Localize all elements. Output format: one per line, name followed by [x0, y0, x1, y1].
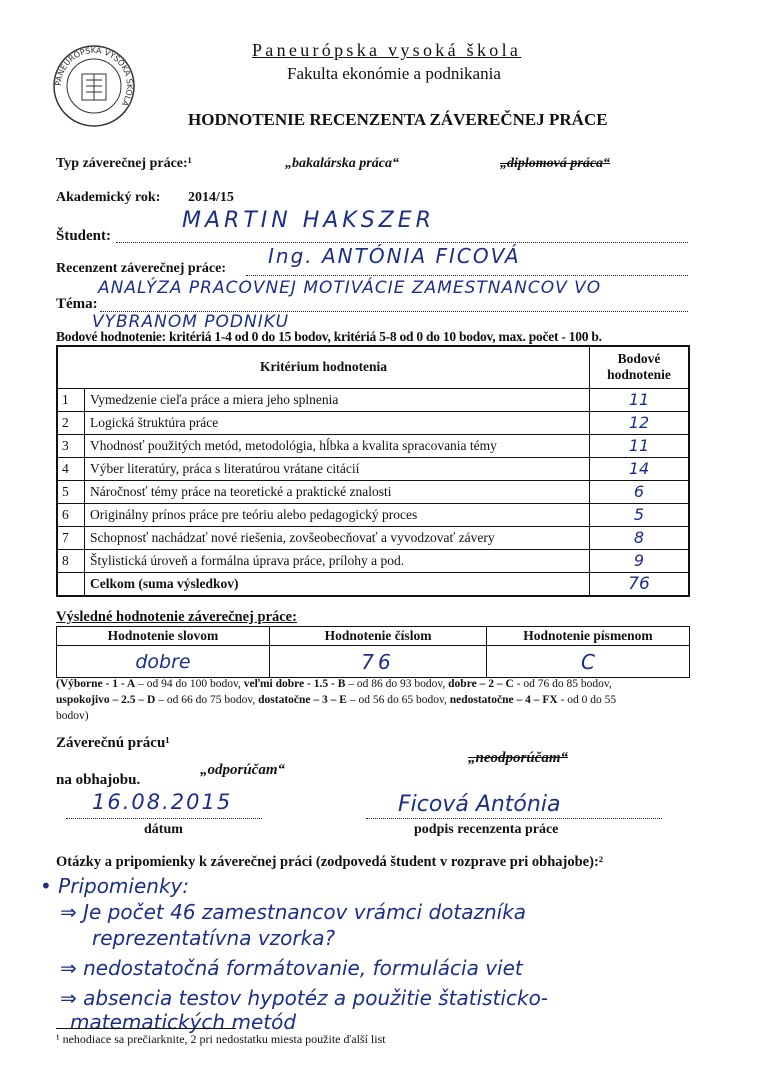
faculty-name: Fakulta ekonómie a podnikania	[287, 64, 501, 83]
criterion-points: 14	[628, 459, 650, 478]
stamp-text: PANEURÓPSKA VYSOKÁ ŠKOLA	[53, 45, 135, 108]
final-table	[56, 626, 690, 678]
reviewer-label: Recenzent záverečnej práce:	[56, 261, 226, 276]
criterion-points: 11	[628, 390, 650, 409]
criterion-points-cell	[590, 411, 690, 434]
criterion-number: 8	[57, 549, 85, 572]
criterion-row	[57, 549, 689, 572]
criterion-number: 5	[57, 480, 85, 503]
scale-fx: nedostatočne – 4 – FX	[449, 694, 558, 706]
university-stamp	[52, 44, 136, 133]
defense-label: na obhajobu.	[56, 772, 141, 788]
criterion-points-cell	[590, 480, 690, 503]
final-words-value: dobre	[135, 650, 191, 673]
student-value: MARTIN HAKSZER	[182, 208, 435, 233]
total-cell	[590, 572, 690, 596]
recommend-yes: „odporúčam“	[200, 762, 286, 778]
criterion-row	[57, 411, 689, 434]
criterion-label: Náročnosť témy práce na teoretické a praktické znalosti	[85, 480, 590, 503]
reviewer-line	[246, 275, 688, 276]
criterion-number: 1	[57, 388, 85, 411]
scale-e: dostatočne – 3 – E	[258, 694, 347, 706]
question-line-1: • Pripomienky:	[40, 874, 190, 898]
criterion-label: Vhodnosť použitých metód, metodológia, hĺbka a kvalita spracovania témy	[85, 434, 590, 457]
col-letter-header: Hodnotenie písmenom	[487, 627, 690, 646]
form-title: HODNOTENIE RECENZENTA ZÁVEREČNEJ PRÁCE	[188, 110, 608, 129]
scale-c-range: - od 76 do 85 bodov,	[513, 678, 612, 690]
questions-heading: Otázky a pripomienky k záverečnej práci (zodpovedá študent v rozprave pri obhajobe):²	[56, 854, 604, 870]
scale-c: dobre – 2 – C	[448, 678, 514, 690]
question-line-2: ⇒ Je počet 46 zamestnancov vrámci dotazníka	[60, 900, 527, 924]
final-letter-value: C	[581, 649, 595, 674]
scale-end: bodov)	[56, 710, 89, 722]
criterion-number: 2	[57, 411, 85, 434]
criterion-points: 5	[633, 505, 645, 524]
criterion-points-cell	[590, 457, 690, 480]
criterion-points: 8	[633, 528, 645, 547]
final-heading: Výsledné hodnotenie záverečnej práce:	[56, 609, 297, 625]
criterion-row	[57, 388, 689, 411]
col-points-header: Bodové hodnotenie	[590, 346, 690, 388]
student-line	[116, 242, 688, 243]
col-number-header: Hodnotenie číslom	[270, 627, 487, 646]
date-line	[66, 818, 262, 819]
criterion-row	[57, 503, 689, 526]
scale-e-range: – od 56 do 65 bodov,	[346, 694, 450, 706]
reviewer-value: Ing. ANTÓNIA FICOVÁ	[268, 244, 521, 268]
criterion-number: 4	[57, 457, 85, 480]
scale-a: (Výborne - 1 - A	[56, 678, 136, 690]
scale-b-range: – od 86 do 93 bodov,	[345, 678, 449, 690]
criterion-number: 6	[57, 503, 85, 526]
criterion-number: 7	[57, 526, 85, 549]
criterion-points: 9	[633, 551, 645, 570]
col-criterion-header: Kritérium hodnotenia	[57, 346, 590, 388]
criterion-points-cell	[590, 526, 690, 549]
signature-caption: podpis recenzenta práce	[414, 822, 559, 837]
scale-d: uspokojivo – 2.5 – D	[56, 694, 156, 706]
topic-value-2: VYBRANOM PODNIKU	[92, 312, 290, 332]
year-label: Akademický rok:	[56, 190, 161, 205]
recommend-no: „neodporúčam“	[468, 750, 569, 766]
criterion-row	[57, 434, 689, 457]
criterion-label: Vymedzenie cieľa práce a miera jeho splnenia	[85, 388, 590, 411]
date-value: 16.08.2015	[92, 790, 233, 814]
student-label: Študent:	[56, 228, 112, 244]
criterion-number: 3	[57, 434, 85, 457]
recommend-label: Záverečnú prácu¹	[56, 735, 170, 751]
criterion-label: Schopnosť nachádzať nové riešenia, zovšeobecňovať a vyvodzovať závery	[85, 526, 590, 549]
total-label: Celkom (suma výsledkov)	[85, 572, 590, 596]
criterion-label: Originálny prínos práce pre teóriu alebo pedagogický proces	[85, 503, 590, 526]
criteria-table	[56, 345, 690, 597]
scoring-note: Bodové hodnotenie: kritériá 1-4 od 0 do 15 bodov, kritériá 5-8 od 0 do 10 bodov, max. počet - 100 b.	[56, 329, 602, 344]
final-number-value: 76	[361, 649, 395, 674]
criterion-row	[57, 526, 689, 549]
col-words-header: Hodnotenie slovom	[57, 627, 270, 646]
criterion-label: Logická štruktúra práce	[85, 411, 590, 434]
topic-value-1: ANALÝZA PRACOVNEJ MOTIVÁCIE ZAMESTNANCOV VO	[98, 278, 602, 298]
type-bachelor: „bakalárska práca“	[285, 156, 399, 171]
total-value: 76	[628, 573, 650, 594]
type-label: Typ záverečnej práce:¹	[56, 156, 192, 171]
scale-b: veľmi dobre - 1.5 - B	[243, 678, 346, 690]
criterion-points-cell	[590, 549, 690, 572]
criterion-row	[57, 457, 689, 480]
question-line-5: ⇒ absencia testov hypotéz a použitie štatisticko-	[60, 986, 549, 1010]
scale-d-range: – od 66 do 75 bodov,	[155, 694, 259, 706]
university-name: Paneurópska vysoká škola	[252, 40, 522, 60]
topic-label: Téma:	[56, 296, 98, 312]
criterion-points-cell	[590, 503, 690, 526]
date-caption: dátum	[144, 822, 183, 837]
signature-line	[366, 818, 662, 819]
footnote: ¹ nehodiace sa prečiarknite, 2 pri nedostatku miesta použite ďalší list	[56, 1032, 386, 1046]
question-line-3: reprezentatívna vzorka?	[92, 926, 336, 950]
criterion-row	[57, 480, 689, 503]
criterion-points: 6	[633, 482, 645, 501]
criterion-points-cell	[590, 388, 690, 411]
footnote-rule	[56, 1028, 236, 1029]
type-diploma: „diplomová práca“	[500, 156, 611, 171]
svg-text:PANEURÓPSKA VYSOKÁ ŠKOLA	[54, 46, 136, 108]
criterion-label: Výber literatúry, práca s literatúrou vrátane citácií	[85, 457, 590, 480]
criterion-points: 11	[628, 436, 650, 455]
year-value: 2014/15	[188, 190, 234, 205]
criterion-points-cell	[590, 434, 690, 457]
scale-a-range: – od 94 do 100 bodov,	[135, 678, 244, 690]
signature: Ficová Antónia	[398, 792, 561, 817]
criterion-label: Štylistická úroveň a formálna úprava práce, prílohy a pod.	[85, 549, 590, 572]
question-line-6: matematických metód	[70, 1010, 297, 1034]
question-line-4: ⇒ nedostatočná formátovanie, formulácia viet	[60, 956, 523, 980]
grading-scale	[56, 676, 716, 724]
scale-fx-range: - od 0 do 55	[557, 694, 617, 706]
criterion-points: 12	[628, 413, 650, 432]
